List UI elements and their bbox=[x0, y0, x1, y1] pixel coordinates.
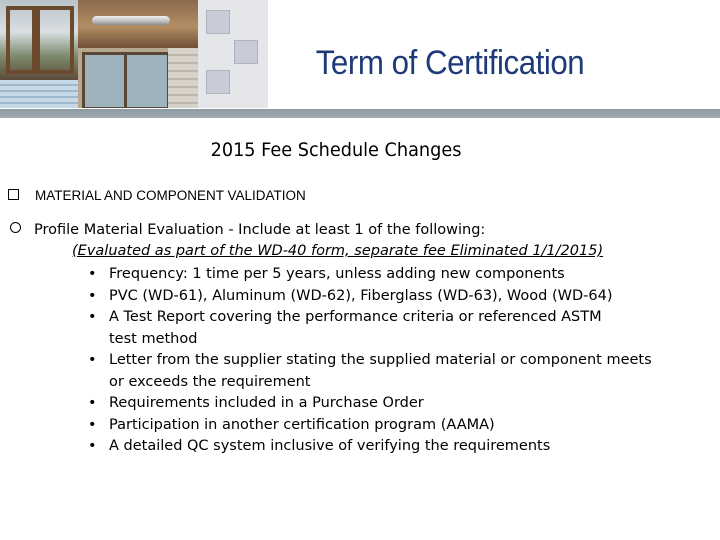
door-handle-photo bbox=[78, 0, 198, 48]
casement-window-photo bbox=[78, 48, 168, 108]
square-checkbox-icon bbox=[8, 189, 19, 200]
page-title: Term of Certification bbox=[315, 44, 585, 82]
hollow-circle-icon bbox=[10, 222, 21, 233]
bullet-item: • Letter from the supplier stating the supplied material or component meets or exceeds the requirement bbox=[88, 350, 652, 393]
item-note: (Evaluated as part of the WD-40 form, separate fee Eliminated 1/1/2015) bbox=[72, 243, 604, 259]
blinds-photo bbox=[168, 48, 198, 108]
list-item-text: Profile Material Evaluation - Include at least 1 of the following: bbox=[34, 222, 486, 238]
bullet-item: • PVC (WD-61), Aluminum (WD-62), Fiberglass (WD-63), Wood (WD-64) bbox=[88, 286, 652, 308]
bullet-item: • A Test Report covering the performance criteria or referenced ASTM test method bbox=[88, 307, 652, 350]
header-divider bbox=[0, 109, 720, 118]
bullet-item: • Requirements included in a Purchase Order bbox=[88, 393, 652, 415]
glass-block-photo bbox=[198, 0, 268, 108]
window-photo bbox=[0, 0, 78, 80]
bullet-item: • A detailed QC system inclusive of verifying the requirements bbox=[88, 436, 652, 458]
section-heading-text: MATERIAL AND COMPONENT VALIDATION bbox=[35, 188, 306, 203]
slide-subtitle: 2015 Fee Schedule Changes bbox=[210, 139, 462, 161]
bullet-item: • Frequency: 1 time per 5 years, unless adding new components bbox=[88, 264, 652, 286]
list-item bbox=[10, 222, 485, 238]
header-photo-collage bbox=[0, 0, 268, 108]
section-heading bbox=[8, 188, 306, 203]
bullet-list bbox=[88, 264, 652, 458]
shutter-photo bbox=[0, 80, 78, 108]
bullet-item: • Participation in another certification program (AAMA) bbox=[88, 415, 652, 437]
